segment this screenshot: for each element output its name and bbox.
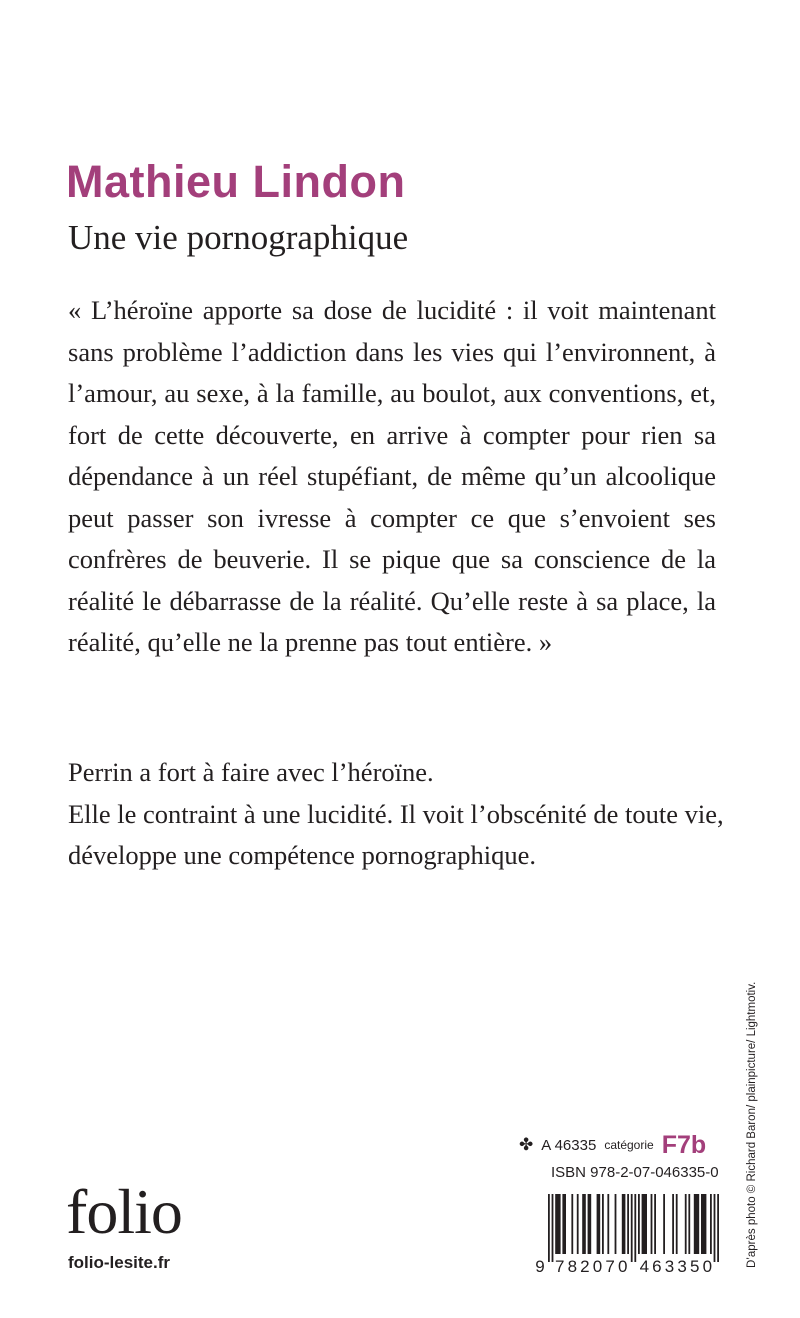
barcode-digit: 4 [639, 1257, 650, 1276]
barcode-digit: 3 [664, 1257, 675, 1276]
barcode [534, 1194, 720, 1276]
barcode-bar [701, 1194, 706, 1254]
barcode-bar [694, 1194, 699, 1254]
barcode-bar [552, 1194, 554, 1262]
barcode-bar [688, 1194, 690, 1254]
barcode-bar [672, 1194, 674, 1254]
barcode-bar [627, 1194, 629, 1254]
barcode-digit: 0 [617, 1257, 628, 1276]
back-cover-quote: « L’héroïne apporte sa dose de lucidité : il voit maintenant sans problème l’addiction dans les vies qui l’environnent, à l’amour, au sexe, à la famille, au boulot, aux conventions, et, fort de cette découverte, en arrive à compter pour rien sa dépendance à un réel stupéfiant, de même qu’un alcoolique peut passer son ivresse à compter ce que s’envoient ses confrères de beuverie. Il se pique que sa conscience de la réalité le débarrasse de la réalité. Qu’elle reste à sa place, la réalité, qu’elle ne la prenne pas tout entière. » [68, 295, 716, 657]
publisher-logo: folio [66, 1176, 182, 1247]
barcode-bar [685, 1194, 687, 1254]
product-code-line [519, 1132, 706, 1158]
category-label: catégorie [604, 1138, 654, 1152]
barcode-bar [634, 1194, 636, 1262]
barcode-digit: 3 [677, 1257, 687, 1276]
barcode-bar [654, 1194, 656, 1254]
barcode-digit: 0 [592, 1257, 603, 1276]
barcode-bar [710, 1194, 712, 1254]
barcode-bar [571, 1194, 573, 1254]
summary-line-2: Elle le contraint à une lucidité. Il voit l’obscénité de toute vie, développe une compétence pornographique. [68, 798, 724, 870]
barcode-bar [588, 1194, 592, 1254]
category-value: F7b [661, 1131, 707, 1159]
barcode-digit: 8 [567, 1257, 578, 1276]
barcode-digit: 7 [554, 1257, 565, 1276]
back-cover-summary [68, 752, 728, 877]
barcode-digit: 6 [652, 1257, 662, 1276]
book-title: Une vie pornographique [68, 218, 409, 257]
barcode-bar [622, 1194, 626, 1254]
author-name: Mathieu Lindon [66, 156, 406, 207]
barcode-graphic [534, 1194, 720, 1276]
barcode-bar [615, 1194, 617, 1254]
barcode-bar [714, 1194, 716, 1262]
barcode-bar [555, 1194, 560, 1254]
barcode-bar [642, 1194, 647, 1254]
product-code: A 46335 [541, 1136, 597, 1154]
barcode-bar [717, 1194, 719, 1262]
barcode-bar [651, 1194, 653, 1254]
publisher-website: folio-lesite.fr [68, 1253, 171, 1272]
barcode-bars [548, 1194, 719, 1262]
barcode-bar [631, 1194, 633, 1262]
barcode-digit: 0 [702, 1257, 713, 1276]
barcode-bar [676, 1194, 678, 1254]
summary-line-1: Perrin a fort à faire avec l’héroïne. [68, 757, 434, 787]
barcode-digit: 7 [605, 1257, 615, 1276]
barcode-bar [562, 1194, 566, 1254]
isbn-number: ISBN 978-2-07-046335-0 [551, 1164, 719, 1181]
barcode-bar [577, 1194, 579, 1254]
barcode-bar [582, 1194, 586, 1254]
barcode-digit: 9 [535, 1257, 545, 1276]
barcode-digit: 5 [689, 1257, 700, 1276]
barcode-bar [638, 1194, 640, 1254]
barcode-bar [597, 1194, 601, 1254]
barcode-digits [535, 1257, 712, 1276]
barcode-bar [602, 1194, 604, 1254]
clover-icon: ✤ [519, 1135, 534, 1154]
barcode-bar [548, 1194, 550, 1262]
photo-credit: D’après photo © Richard Baron/ plainpicture/ Lightmotiv. [746, 981, 758, 1268]
barcode-bar [663, 1194, 665, 1254]
barcode-bar [607, 1194, 609, 1254]
barcode-digit: 2 [580, 1257, 590, 1276]
